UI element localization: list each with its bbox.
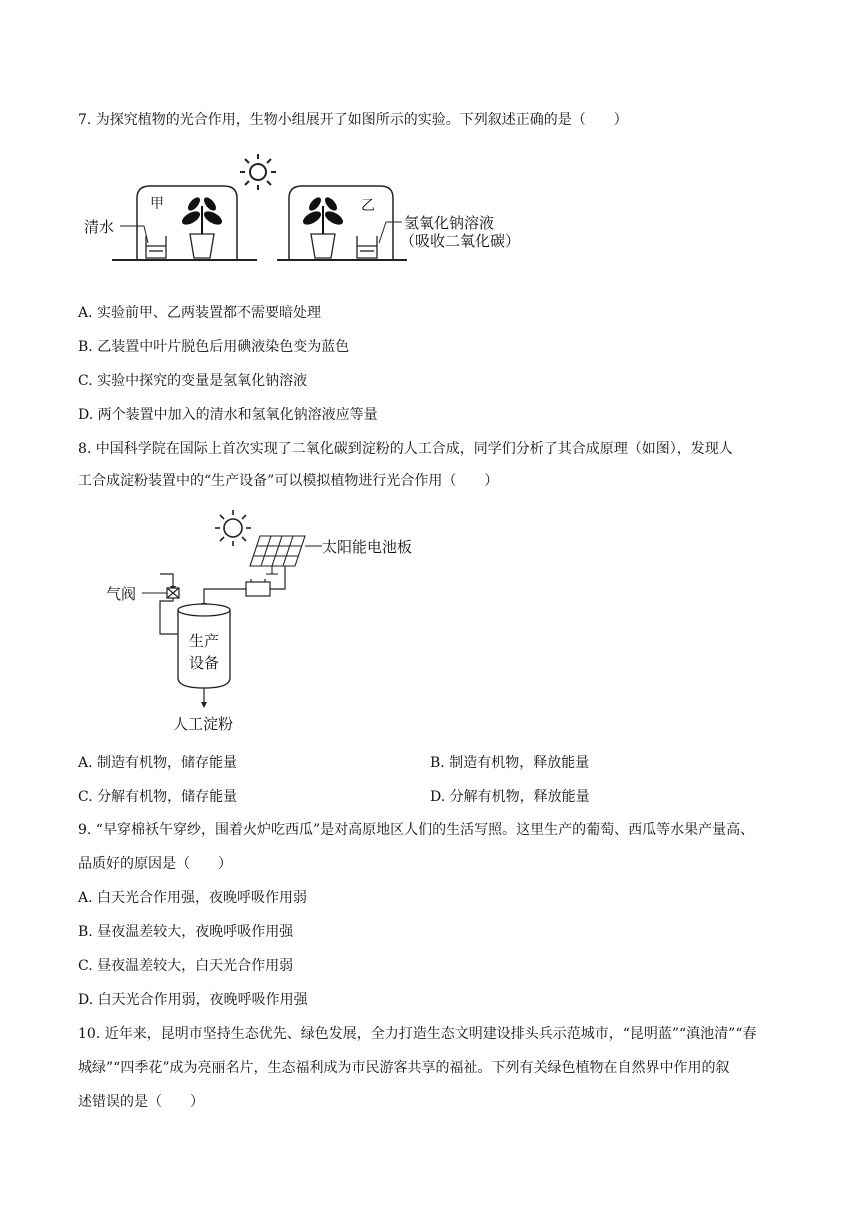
q8-option-c: C. 分解有机物，储存能量 — [78, 789, 238, 805]
q7-option-c: C. 实验中探究的变量是氢氧化钠溶液 — [78, 373, 308, 389]
label-jia: 甲 — [150, 196, 164, 212]
label-absorb: （吸收二氧化碳） — [400, 232, 521, 250]
q9-option-c: C. 昼夜温差较大，白天光合作用弱 — [78, 958, 294, 974]
q9-stem-line1: 9. “早穿棉袄午穿纱，围着火炉吃西瓜”是对高原地区人们的生活写照。这里生产的葡萄、西瓜等水果产量高、 — [78, 822, 755, 838]
battery-icon — [246, 579, 270, 596]
label-yi: 乙 — [361, 198, 375, 214]
label-device-1: 生产 — [189, 632, 220, 650]
q8-stem-line2: 工合成淀粉装置中的“生产设备”可以模拟植物进行光合作用（ ） — [78, 473, 499, 489]
q10-stem-line2: 城绿”“四季花”成为亮丽名片，生态福利成为市民游客共享的福祉。下列有关绿色植物在自然界中作用的叙 — [78, 1060, 730, 1076]
beaker-naoh — [357, 236, 377, 258]
label-device-2: 设备 — [189, 654, 220, 672]
solar-panel-icon — [250, 536, 305, 574]
q10-stem-line1: 10. 近年来，昆明市坚持生态优先、绿色发展，全力打造生态文明建设排头兵示范城市，“昆明蓝”“滇池清”“春 — [78, 1026, 757, 1042]
plant-jia — [180, 195, 224, 258]
q9-stem-line2: 品质好的原因是（ ） — [78, 856, 232, 872]
q8-option-d: D. 分解有机物，释放能量 — [430, 789, 590, 805]
q7-figure — [82, 148, 522, 268]
q7-option-a: A. 实验前甲、乙两装置都不需要暗处理 — [78, 305, 322, 321]
sun-icon — [240, 154, 276, 190]
valve-icon — [167, 588, 179, 598]
sun-icon — [215, 510, 251, 546]
label-starch: 人工淀粉 — [173, 715, 234, 733]
q7-option-b: B. 乙装置中叶片脱色后用碘液染色变为蓝色 — [78, 339, 350, 355]
q7-option-d: D. 两个装置中加入的清水和氢氧化钠溶液应等量 — [78, 407, 378, 423]
label-valve: 气阀 — [106, 585, 137, 603]
q9-option-a: A. 白天光合作用强，夜晚呼吸作用弱 — [78, 890, 308, 906]
q8-option-b: B. 制造有机物，释放能量 — [430, 755, 590, 771]
q7-stem: 7. 为探究植物的光合作用，生物小组展开了如图所示的实验。下列叙述正确的是（ ） — [78, 112, 628, 128]
q8-figure — [100, 506, 440, 741]
q9-option-d: D. 白天光合作用弱，夜晚呼吸作用强 — [78, 992, 308, 1008]
label-naoh: 氢氧化钠溶液 — [404, 214, 495, 232]
beaker-water — [146, 236, 166, 258]
label-water: 清水 — [84, 218, 115, 236]
q8-option-a: A. 制造有机物，储存能量 — [78, 755, 238, 771]
q9-option-b: B. 昼夜温差较大，夜晚呼吸作用强 — [78, 924, 294, 940]
q10-stem-line3: 述错误的是（ ） — [78, 1094, 204, 1110]
q8-stem-line1: 8. 中国科学院在国际上首次实现了二氧化碳到淀粉的人工合成，同学们分析了其合成原理（如图），发现人 — [78, 441, 733, 457]
plant-yi — [301, 195, 345, 258]
label-solar: 太阳能电池板 — [322, 538, 413, 556]
